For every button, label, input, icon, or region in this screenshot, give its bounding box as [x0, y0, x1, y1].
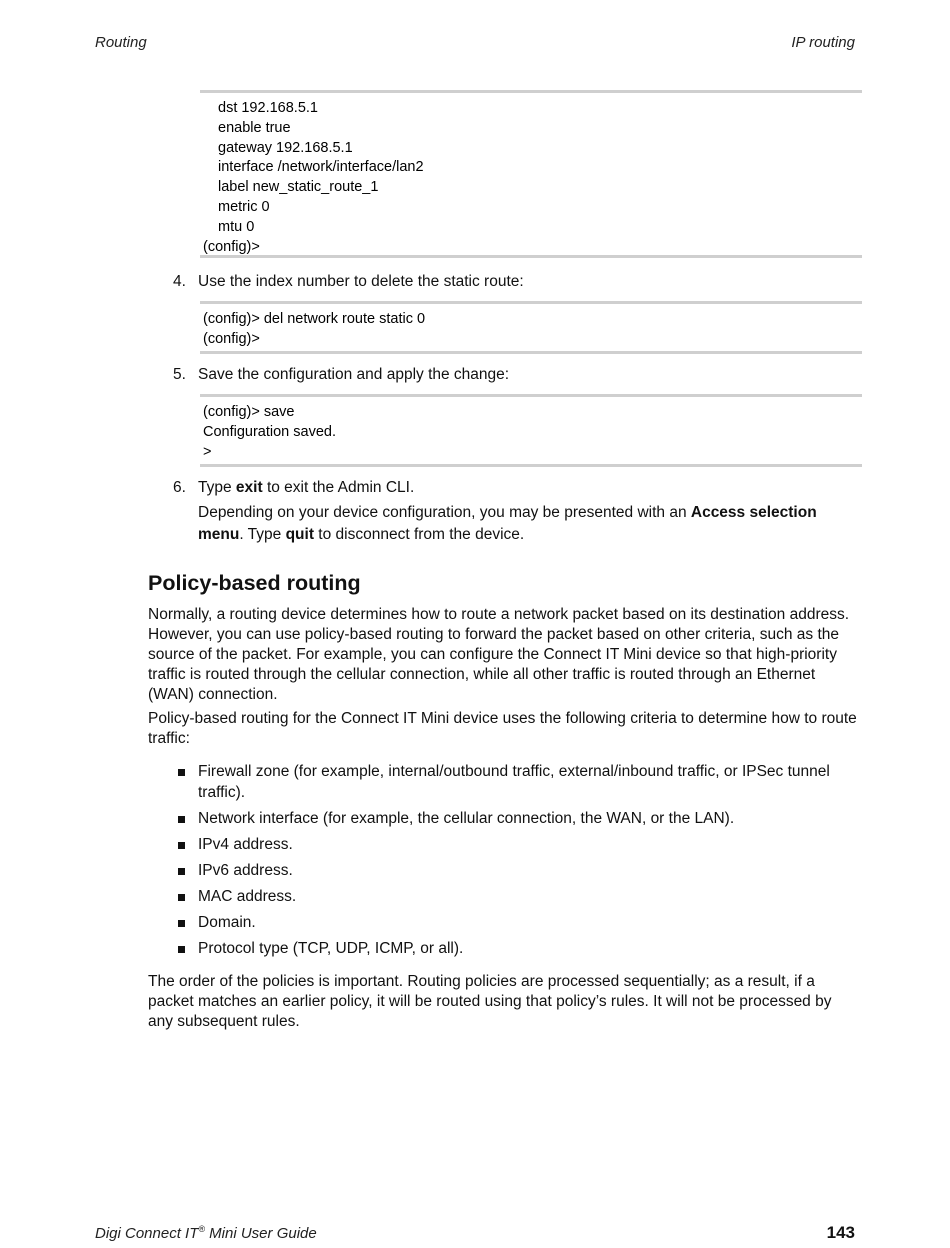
- step-text: [198, 477, 414, 498]
- bullet-square-icon: [178, 946, 185, 953]
- code-block-delete-route: [200, 301, 862, 354]
- step-text-pre: Type: [198, 479, 236, 496]
- step-number: 5.: [173, 366, 186, 383]
- note-text: Depending on your device configuration, you may be presented with an: [198, 504, 691, 521]
- list-item-text: Network interface (for example, the cellular connection, the WAN, or the LAN).: [198, 809, 735, 827]
- code-line: (config)>: [203, 238, 260, 255]
- list-item: [178, 861, 868, 882]
- list-item-text: Domain.: [198, 913, 256, 931]
- step-6-note: [198, 502, 858, 545]
- list-item-text: IPv4 address.: [198, 835, 293, 853]
- bullet-square-icon: [178, 816, 185, 823]
- bullet-square-icon: [178, 769, 185, 776]
- bullet-square-icon: [178, 920, 185, 927]
- list-item: [178, 887, 868, 908]
- step-number: 4.: [173, 273, 186, 290]
- code-line: enable true: [218, 119, 291, 136]
- code-line: (config)> del network route static 0: [203, 311, 426, 327]
- list-item-text: Firewall zone (for example, internal/outbound traffic, external/inbound traffic, or IPSec tunnel traffic).: [198, 763, 830, 801]
- footer-guide-title: [95, 1224, 317, 1242]
- step-text-bold: exit: [235, 479, 263, 496]
- code-block-save: [200, 394, 862, 467]
- code-line: label new_static_route_1: [218, 179, 379, 196]
- header-section: Routing: [95, 34, 147, 51]
- step-text: Use the index number to delete the static route:: [198, 273, 524, 290]
- bullet-square-icon: [178, 868, 185, 875]
- header-topic: IP routing: [791, 34, 855, 51]
- list-item-text: MAC address.: [198, 887, 297, 905]
- code-line: gateway 192.168.5.1: [218, 139, 353, 156]
- code-line: mtu 0: [218, 218, 255, 235]
- note-bold: quit: [285, 525, 314, 543]
- step-number: 6.: [173, 479, 186, 496]
- code-line: metric 0: [218, 198, 270, 215]
- list-item-text: Protocol type (TCP, UDP, ICMP, or all).: [198, 939, 464, 957]
- footer-title-text: Digi Connect IT: [95, 1225, 199, 1242]
- criteria-list: [178, 762, 868, 965]
- code-line: (config)>: [203, 330, 260, 347]
- section-paragraph-1: Normally, a routing device determines how to route a network packet based on its destination address. However, you can use policy-based routing to forward the packet based on other criteria, such as the source of the packet. For example, you can configure the Connect IT Mini device so that high-priority traffic is routed through the cellular connection, while all other traffic is routed through an Ethernet (WAN) connection.: [148, 606, 850, 703]
- bullet-square-icon: [178, 894, 185, 901]
- bullet-square-icon: [178, 842, 185, 849]
- code-line: (config)> save: [203, 404, 295, 420]
- section-heading: Policy-based routing: [148, 571, 361, 595]
- note-text: . Type: [239, 525, 286, 543]
- list-item: [178, 913, 868, 934]
- code-line: Configuration saved.: [203, 423, 336, 440]
- step-text: Save the configuration and apply the change:: [198, 366, 510, 383]
- list-item: [178, 939, 868, 960]
- list-item-text: IPv6 address.: [198, 861, 293, 879]
- code-block-static-route: [200, 90, 862, 258]
- list-item: [178, 809, 868, 830]
- section-paragraph-3: The order of the policies is important. Routing policies are processed sequentially; as a result, if a packet matches an earlier policy, it will be routed using that policy’s rules. It will not be processed by any subsequent rules.: [148, 973, 832, 1030]
- section-paragraph-2: Policy-based routing for the Connect IT Mini device uses the following criteria to determine how to route traffic:: [148, 710, 857, 747]
- step-text-post: to exit the Admin CLI.: [262, 479, 415, 496]
- code-line: dst 192.168.5.1: [218, 100, 318, 116]
- note-text: to disconnect from the device.: [314, 525, 525, 543]
- code-line: interface /network/interface/lan2: [218, 159, 424, 176]
- list-item: [178, 835, 868, 856]
- note-bold: Access selection menu: [198, 504, 817, 543]
- list-item: [178, 762, 868, 803]
- page-number: 143: [826, 1223, 855, 1242]
- code-line: >: [203, 443, 212, 460]
- footer-trademark: ®: [198, 1224, 206, 1234]
- footer-title-text: Mini User Guide: [205, 1225, 317, 1242]
